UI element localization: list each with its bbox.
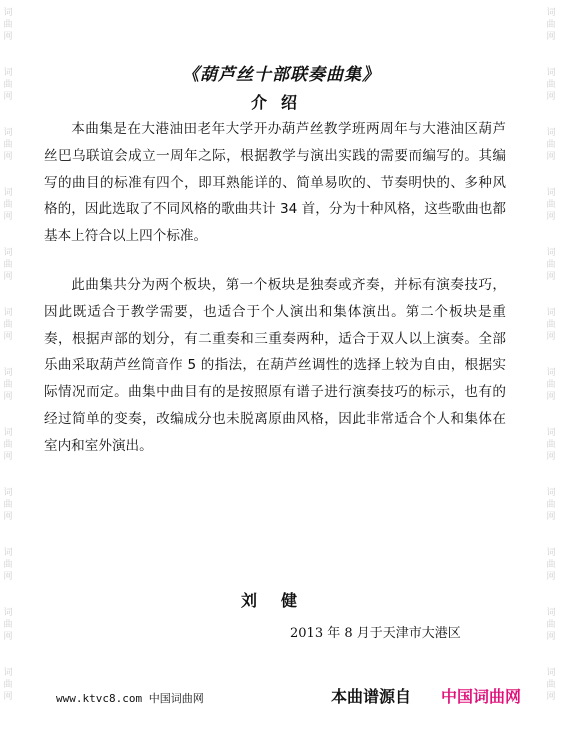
watermark-char: 网 <box>546 212 556 222</box>
watermark-char: 词 <box>3 428 13 438</box>
watermark-char: 词 <box>546 248 556 258</box>
watermark-char: 曲 <box>3 500 13 510</box>
watermark-char: 曲 <box>546 80 556 90</box>
watermark-char: 网 <box>546 452 556 462</box>
watermark-char: 曲 <box>546 200 556 210</box>
watermark-char: 词 <box>546 68 556 78</box>
watermark-char: 词 <box>546 488 556 498</box>
watermark-char: 词 <box>546 668 556 678</box>
watermark-char: 曲 <box>3 680 13 690</box>
watermark-char: 曲 <box>546 260 556 270</box>
document-title: 《葫芦丝十部联奏曲集》 <box>182 65 380 85</box>
watermark-char: 网 <box>3 332 13 342</box>
watermark-char: 网 <box>3 272 13 282</box>
watermark-char: 网 <box>3 572 13 582</box>
watermark-char: 网 <box>3 632 13 642</box>
watermark-char: 词 <box>546 188 556 198</box>
watermark-char: 网 <box>546 572 556 582</box>
watermark-char: 词 <box>3 188 13 198</box>
watermark-char: 曲 <box>546 440 556 450</box>
footer-site-link[interactable]: www.ktvc8.com 中国词曲网 <box>56 692 204 705</box>
watermark-char: 词 <box>546 548 556 558</box>
watermark-char: 曲 <box>3 20 13 30</box>
watermark-char: 曲 <box>3 260 13 270</box>
watermark-char: 网 <box>3 92 13 102</box>
footer-source-label: 本曲谱源自 <box>331 687 412 706</box>
watermark-char: 曲 <box>3 560 13 570</box>
watermark-char: 曲 <box>3 80 13 90</box>
watermark-char: 曲 <box>3 140 13 150</box>
watermark-char: 曲 <box>546 680 556 690</box>
watermark-char: 曲 <box>3 440 13 450</box>
watermark-char: 网 <box>3 212 13 222</box>
section-heading: 介绍 <box>250 93 311 112</box>
watermark-char: 网 <box>546 392 556 402</box>
watermark-char: 词 <box>546 428 556 438</box>
watermark-char: 网 <box>546 512 556 522</box>
date-place: 2013 年 8 月于天津市大港区 <box>290 626 461 641</box>
watermark-char: 词 <box>3 8 13 18</box>
watermark-char: 曲 <box>546 320 556 330</box>
watermark-char: 网 <box>3 692 13 702</box>
watermark-char: 词 <box>3 68 13 78</box>
paragraph-2: 此曲集共分为两个板块，第一个板块是独奏或齐奏，并标有演奏技巧，因此既适合于教学需要，也适合于个人演出和集体演出。第二个板块是重奏，根据声部的划分，有二重奏和三重奏两种，适合于双人以上演奏。全部乐曲采取葫芦丝筒音作 5 的指法，在葫芦丝调性的选择上较为自由，根据实际情况而定。曲集中曲目有的是按照原有谱子进行演奏技巧的标示，也有的经过简单的变奏，改编成分也未脱离原曲风格，因此非常适合个人和集体在室内和室外演出。 <box>44 277 506 454</box>
watermark-char: 网 <box>546 152 556 162</box>
watermark-char: 曲 <box>546 500 556 510</box>
watermark-char: 词 <box>546 368 556 378</box>
author-name: 刘健 <box>240 591 321 610</box>
watermark-char: 词 <box>3 548 13 558</box>
watermark-char: 网 <box>3 452 13 462</box>
watermark-char: 词 <box>3 128 13 138</box>
watermark-char: 曲 <box>546 380 556 390</box>
watermark-char: 曲 <box>3 620 13 630</box>
watermark-char: 词 <box>3 248 13 258</box>
watermark-char: 曲 <box>3 380 13 390</box>
watermark-char: 网 <box>3 392 13 402</box>
watermark-char: 曲 <box>546 620 556 630</box>
watermark-char: 词 <box>3 668 13 678</box>
watermark-char: 曲 <box>546 140 556 150</box>
watermark-char: 曲 <box>3 200 13 210</box>
watermark-char: 词 <box>3 308 13 318</box>
watermark-char: 网 <box>546 692 556 702</box>
watermark-char: 词 <box>546 308 556 318</box>
watermark-char: 词 <box>3 368 13 378</box>
watermark-char: 曲 <box>546 560 556 570</box>
watermark-char: 词 <box>3 488 13 498</box>
watermark-char: 网 <box>3 152 13 162</box>
watermark-char: 网 <box>546 332 556 342</box>
watermark-char: 词 <box>546 8 556 18</box>
watermark-char: 网 <box>546 92 556 102</box>
watermark-char: 网 <box>546 32 556 42</box>
watermark-char: 网 <box>3 512 13 522</box>
footer-brand: 中国词曲网 <box>441 687 522 706</box>
watermark-char: 曲 <box>546 20 556 30</box>
watermark-char: 词 <box>3 608 13 618</box>
watermark-char: 曲 <box>3 320 13 330</box>
paragraph-1: 本曲集是在大港油田老年大学开办葫芦丝教学班两周年与大港油区葫芦丝巴乌联谊会成立一周年之际，根据教学与演出实践的需要而编写的。其编写的曲目的标准有四个，即耳熟能详的、简单易吹的、节奏明快的、多种风格的，因此选取了不同风格的歌曲共计 34 首，分为十种风格，这些歌曲也都基本上符合以上四个标准。 <box>44 121 506 245</box>
watermark-char: 词 <box>546 608 556 618</box>
watermark-char: 网 <box>546 632 556 642</box>
watermark-char: 网 <box>3 32 13 42</box>
watermark-char: 网 <box>546 272 556 282</box>
watermark-char: 词 <box>546 128 556 138</box>
